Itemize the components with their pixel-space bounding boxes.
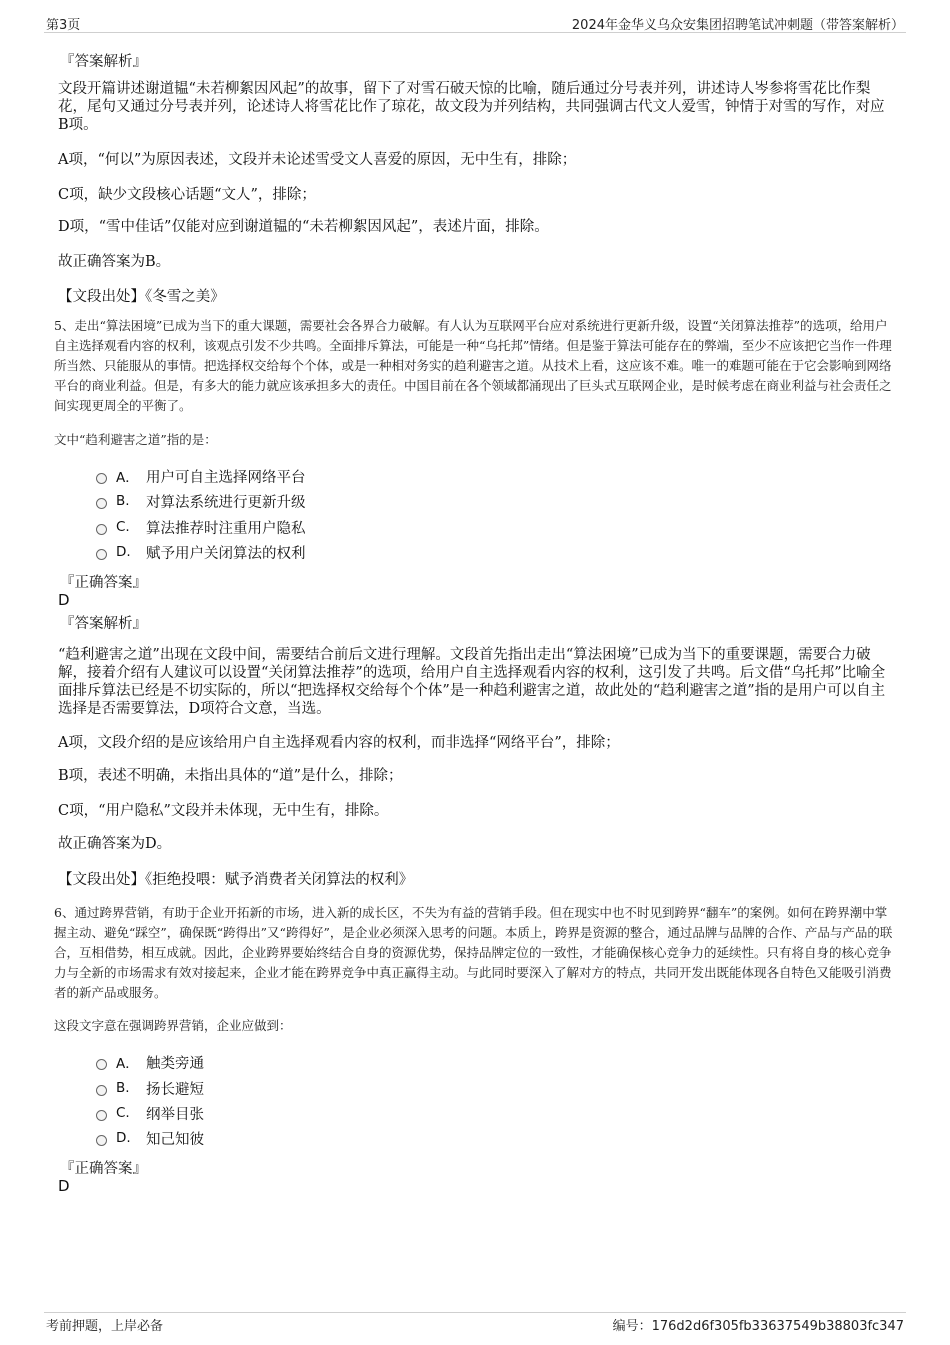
document-code: 编号：176d2d6f305fb33637549b38803fc347 [612, 1319, 904, 1334]
analysis-text: 文段开篇讲述谢道韫“未若柳絮因风起”的故事，留下了对雪石破天惊的比喻，随后通过分号表并列，讲述诗人岑参将雪花比作梨花，尾句又通过分号表并列，论述诗人将雪花比作了琼花，故文段为并列结构，共同强调古代文人爱雪，钟情于对雪的写作，对应B项。 [58, 81, 885, 133]
analysis-label: 『答案解析』 [60, 616, 147, 632]
analysis-option-a: A项，文段介绍的是应该给用户自主选择观看内容的权利，而非选择“网络平台”，排除； [58, 735, 620, 751]
radio-icon[interactable] [96, 1059, 107, 1070]
analysis-conclusion: 故正确答案为D。 [58, 836, 172, 852]
analysis-option-a: A项，“何以”为原因表述，文段并未论述雪受文人喜爱的原因，无中生有，排除； [58, 152, 577, 168]
analysis-option-c: C项，“用户隐私”文段并未体现，无中生有，排除。 [58, 803, 389, 819]
option-a[interactable] [96, 465, 306, 487]
option-letter: D. [116, 1130, 131, 1146]
option-d[interactable] [96, 1127, 204, 1149]
option-c[interactable] [96, 1102, 204, 1124]
passage-source: 【文段出处】《拒绝投喂：赋予消费者关闭算法的权利》 [58, 872, 414, 888]
analysis-option-c: C项，缺少文段核心话题“文人”，排除； [58, 187, 316, 203]
analysis-label: 『答案解析』 [60, 54, 147, 70]
option-letter: A． [116, 470, 139, 486]
document-title: 2024年金华义乌众安集团招聘笔试冲刺题（带答案解析） [571, 18, 904, 33]
question-6-stem: 6、通过跨界营销，有助于企业开拓新的市场，进入新的成长区，不失为有益的营销手段。但在现实中也不时见到跨界“翻车”的案例。如何在跨界潮中掌握主动、避免“踩空”，确保既“跨得出”又“跨得好”，是企业必须深入思考的问题。本质上，跨界是资源的整合，通过品牌与品牌的合作、产品与产品的联合，互相借势，相互成就。因此，企业跨界要始终结合自身的资源优势，保持品牌定位的一致性，才能确保核心竞争力的延续性。只有将自身的核心竞争力与全新的市场需求有效对接起来，企业才能在跨界竞争中真正赢得主动。与此同时要深入了解对方的特点，共同开发出既能体现各自特色又能吸引消费者的新产品或服务。 [54, 905, 893, 1000]
option-letter: B. [116, 493, 130, 509]
radio-icon[interactable] [96, 524, 107, 535]
option-letter: D. [116, 544, 131, 560]
option-a[interactable] [96, 1051, 204, 1073]
footer-slogan: 考前押题，上岸必备 [46, 1319, 164, 1334]
option-letter: C. [116, 1105, 130, 1121]
page-footer [44, 1312, 906, 1335]
question-6-prompt: 这段文字意在强调跨界营销，企业应做到： [54, 1018, 292, 1033]
option-text: 纲举目张 [146, 1106, 204, 1123]
radio-icon[interactable] [96, 473, 107, 484]
analysis-text: “趋利避害之道”出现在文段中间，需要结合前后文进行理解。文段首先指出走出“算法困境”已成为当下的重要课题，需要合力破解，接着介绍有人建议可以设置“关闭算法推荐”的选项，给用户自主选择观看内容的权利，这引发了共鸣。后文借“乌托邦”比喻全面排斥算法已经是不切实际的，所以“把选择权交给每个个体”是一种趋利避害之道，故此处的“趋利避害之道”指的是用户可以自主选择是否需要算法，D项符合文意，当选。 [58, 647, 886, 717]
correct-answer: D [58, 1177, 70, 1195]
option-text: 触类旁通 [146, 1055, 204, 1072]
analysis-option-d: D项，“雪中佳话”仅能对应到谢道韫的“未若柳絮因风起”，表述片面，排除。 [58, 219, 549, 235]
option-text: 扬长避短 [146, 1081, 204, 1098]
option-b[interactable] [96, 490, 306, 512]
correct-answer-label: 『正确答案』 [60, 1161, 147, 1177]
option-b[interactable] [96, 1077, 204, 1099]
option-letter: C. [116, 519, 130, 535]
radio-icon[interactable] [96, 1135, 107, 1146]
correct-answer-label: 『正确答案』 [60, 575, 147, 591]
option-text: 对算法系统进行更新升级 [146, 494, 306, 511]
radio-icon[interactable] [96, 498, 107, 509]
option-text: 知己知彼 [146, 1131, 204, 1148]
option-letter: A． [116, 1056, 139, 1072]
question-5-prompt: 文中“趋利避害之道”指的是： [54, 432, 217, 447]
analysis-option-b: B项，表述不明确，未指出具体的“道”是什么，排除； [58, 768, 403, 784]
page-header [44, 12, 906, 33]
radio-icon[interactable] [96, 1110, 107, 1121]
question-5-stem: 5、走出“算法困境”已成为当下的重大课题，需要社会各界合力破解。有人认为互联网平台应对系统进行更新升级，设置“关闭算法推荐”的选项，给用户自主选择观看内容的权利，该观点引发不少共鸣。全面排斥算法，可能是一种“乌托邦”情绪。但是鉴于算法可能存在的弊端，至少不应该把它当作一件理所当然、只能服从的事情。把选择权交给每个个体，或是一种相对务实的趋利避害之道。从技术上看，这应该不难。唯一的难题可能在于它会影响到网络平台的商业利益。但是，有多大的能力就应该承担多大的责任。中国目前在各个领域都涌现出了巨头式互联网企业，是时候考虑在商业利益与社会责任之间实现更周全的平衡了。 [54, 318, 892, 413]
option-text: 算法推荐时注重用户隐私 [146, 520, 306, 537]
option-c[interactable] [96, 516, 306, 538]
option-d[interactable] [96, 541, 306, 563]
option-text: 用户可自主选择网络平台 [146, 469, 306, 486]
option-text: 赋予用户关闭算法的权利 [146, 545, 306, 562]
radio-icon[interactable] [96, 1085, 107, 1096]
analysis-conclusion: 故正确答案为B。 [58, 254, 171, 270]
page-number: 第3页 [46, 18, 81, 33]
passage-source: 【文段出处】《冬雪之美》 [58, 289, 225, 305]
radio-icon[interactable] [96, 549, 107, 560]
correct-answer: D [58, 591, 70, 609]
option-letter: B. [116, 1080, 130, 1096]
